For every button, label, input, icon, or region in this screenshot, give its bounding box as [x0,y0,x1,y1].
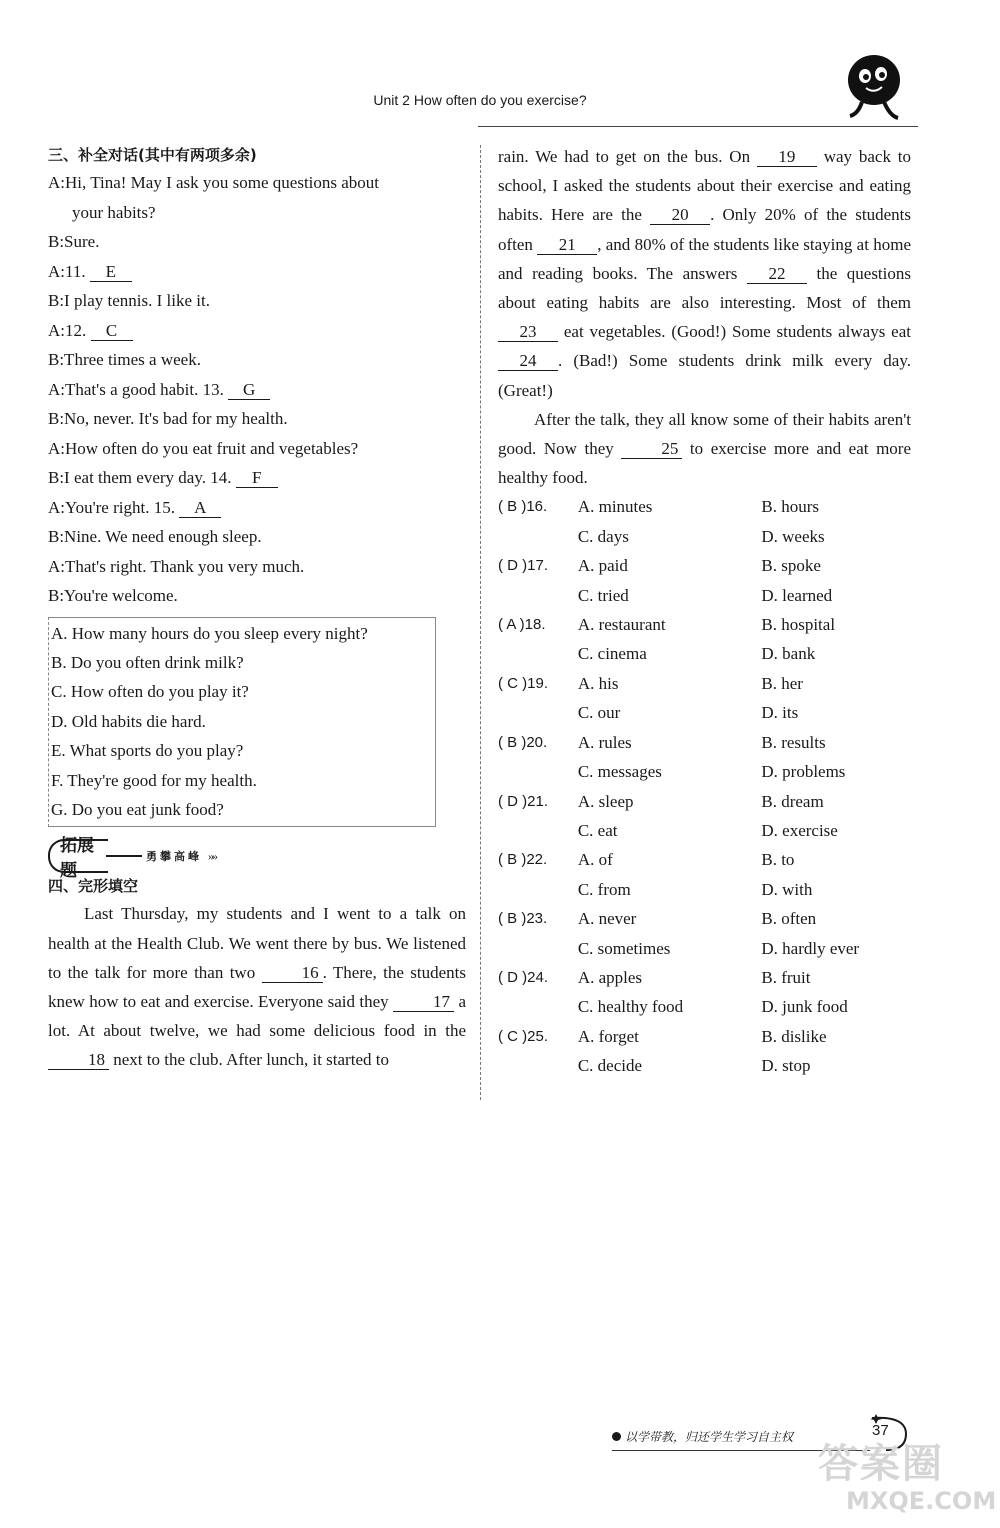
cloze-questions [498,492,911,1080]
passage-text: a lot. At about twelve, we had some delicious food in the [48,991,466,1041]
passage-text: . Only 20% of the students often [498,205,911,254]
dialogue-text: B:Nine. We need enough sleep. [48,527,262,546]
passage-text: After the talk, they all know some of their habits aren't good. Now they [498,409,911,459]
dialogue-line [48,316,466,346]
passage-right [498,142,911,492]
mascot-icon [840,44,910,126]
header-rule [478,126,918,127]
question-row-continued [498,757,911,786]
question-row-continued [498,698,911,727]
cloze-blank: 18 [48,1050,109,1070]
question-spacer [498,639,578,668]
dialogue-text: A:How often do you eat fruit and vegetables? [48,438,359,458]
question-row-continued [498,992,911,1021]
question-number-answer: ( B )16. [498,498,548,516]
passage-text: to exercise more and eat more healthy food. [498,439,911,488]
question-number-answer: ( D )17. [498,557,549,575]
question-spacer [498,1051,578,1080]
option-a: A. sleep [577,791,634,811]
option-d: D. junk food [761,997,848,1017]
dialogue-line [48,257,466,287]
answer-blank: F [236,468,278,488]
option-d: D. hardly ever [761,938,860,958]
passage-text: way back to school, I asked the students about their exercise and eating habits. Here are the [498,147,911,225]
option-c: C. sometimes [577,938,671,958]
option-item: B. Do you often drink milk? [51,652,244,672]
option-item: D. Old habits die hard. [51,711,206,731]
dialogue-line [48,227,466,257]
option-d: D. exercise [761,820,838,840]
footer-slogan-text: 以学带教，归还学生学习自主权 [625,1430,794,1444]
question-spacer [498,934,578,963]
option-a: A. his [577,673,619,693]
option-a: A. forget [577,1026,639,1046]
question-row-continued [498,875,911,904]
unit-title: Unit 2 How often do you exercise? [373,92,587,108]
option-b: B. spoke [761,556,821,576]
cloze-blank: 17 [393,992,454,1012]
question-spacer [498,522,578,551]
option-b: B. her [761,673,803,693]
option-a: A. of [577,850,613,870]
watermark [818,1442,996,1516]
extension-subtitle: 勇攀高峰 [146,850,202,864]
question-row [498,845,911,874]
question-spacer [498,992,578,1021]
option-b: B. hours [761,497,819,517]
option-a: A. restaurant [577,615,666,635]
question-row [498,610,911,639]
dialogue-line [48,198,466,228]
question-spacer [498,875,578,904]
option-item: G. Do you eat junk food? [51,799,224,819]
question-row [498,728,911,757]
option-item: E. What sports do you play? [51,741,244,761]
option-a: A. apples [577,967,643,987]
footer-slogan [612,1428,793,1445]
right-column [498,142,911,1081]
question-row-continued [498,639,911,668]
page-number: 37 [872,1422,889,1439]
question-row [498,669,911,698]
passage-text: . (Bad!) Some students drink milk every day. (Great!) [498,351,911,400]
passage-paragraph [48,899,466,1074]
cloze-blank: 21 [537,235,597,255]
passage-text: next to the club. After lunch, it started to [109,1050,389,1070]
options-box [48,617,436,828]
question-spacer [498,698,578,727]
cloze-section-title: 四、完形填空 [48,877,139,896]
option-c: C. eat [577,820,618,840]
passage-text: rain. We had to get on the bus. On [498,147,757,166]
answer-blank: A [179,498,221,518]
option-b: B. to [761,850,795,870]
cloze-blank: 25 [621,439,682,459]
dialogue-section-title: 三、补全对话(其中有两项多余) [48,146,257,164]
dialogue-text: A:That's a good habit. 13. [48,379,229,399]
cloze-blank: 19 [757,147,817,167]
option-c: C. tried [577,585,629,605]
dialogue-line [48,552,466,582]
option-d: D. bank [761,644,816,664]
question-row [498,963,911,992]
option-b: B. results [761,732,826,752]
cloze-blank: 23 [498,322,558,342]
option-a: A. rules [577,732,632,752]
option-c: C. messages [577,762,662,782]
passage-text: , and 80% of the students like staying at home and reading books. The answers [498,234,911,283]
question-row-continued [498,934,911,963]
option-c: C. healthy food [577,997,684,1017]
dialogue-line [48,375,466,405]
option-d: D. learned [761,585,833,605]
question-row-continued [498,581,911,610]
question-row [498,787,911,816]
question-row-continued [498,1051,911,1080]
question-row [498,551,911,580]
left-column [48,142,466,1075]
watermark-title: 答案圈 [818,1441,944,1487]
option-a: A. minutes [577,497,653,517]
dialogue-line [48,522,466,552]
question-row [498,1022,911,1051]
option-d: D. weeks [761,526,825,546]
dialogue-text: B:I play tennis. I like it. [48,291,210,310]
cloze-blank: 16 [262,963,323,983]
option-b: B. often [761,909,817,929]
dialogue-line [48,345,466,375]
answer-blank: C [91,321,133,341]
passage-text: eat vegetables. (Good!) Some students always eat [558,322,911,342]
question-row [498,904,911,933]
extension-badge-text: 拓展题 [60,836,94,882]
dialogue-line [48,493,466,523]
passage-paragraph [498,405,911,493]
option-c: C. decide [577,1056,643,1076]
cloze-blank: 22 [747,264,807,284]
option-item: F. They're good for my health. [51,770,257,790]
option-d: D. its [761,703,799,723]
dialogue-text: B:Three times a week. [48,350,201,369]
passage-text: the questions about eating habits are also interesting. Most of them [498,263,911,313]
question-number-answer: ( B )20. [498,733,548,751]
extension-dash [106,855,142,857]
option-item: C. How often do you play it? [51,682,249,702]
dialogue-text: your habits? [72,202,156,222]
option-b: B. fruit [761,967,811,987]
column-divider [480,145,481,1100]
dialogue-text: A:Hi, Tina! May I ask you some questions about [48,173,380,192]
question-number-answer: ( B )23. [498,910,548,928]
dialogue-line [48,434,466,464]
passage-text: . There, the students knew how to eat and exercise. Everyone said they [48,962,466,1011]
passage-paragraph [498,142,911,405]
option-d: D. problems [761,762,846,782]
dialogue-text: B:Sure. [48,232,100,251]
answer-blank: E [90,262,132,282]
option-c: C. our [577,703,621,723]
dialogue-line [48,168,466,198]
option-b: B. hospital [761,615,836,635]
question-spacer [498,757,578,786]
answer-blank: G [228,380,270,400]
question-number-answer: ( A )18. [498,616,546,634]
dialogue-text: B:You're welcome. [48,586,178,605]
dialogue-line [48,286,466,316]
cloze-blank: 24 [498,351,558,371]
passage-left [48,899,466,1074]
watermark-url: MXQE.COM [846,1487,997,1515]
cloze-blank: 20 [650,205,710,225]
dialogue-text: B:No, never. It's bad for my health. [48,409,288,428]
bullet-dot-icon [612,1432,621,1441]
option-b: B. dislike [761,1026,827,1046]
passage-text: Last Thursday, my students and I went to a talk on health at the Health Club. We went there by bus. We listened to the talk for more than two [48,904,466,982]
option-c: C. days [577,526,629,546]
question-row [498,492,911,521]
question-number-answer: ( D )24. [498,968,549,986]
option-d: D. with [761,879,813,899]
dialogue-text: B:I eat them every day. 14. [48,468,236,487]
question-spacer [498,581,578,610]
dialogue-text: A:11. [48,261,90,281]
question-spacer [498,816,578,845]
dialogue-text: A:12. [48,320,91,340]
question-number-answer: ( C )19. [498,674,549,692]
option-a: A. never [577,909,637,929]
extension-badge [48,836,108,882]
option-item: A. How many hours do you sleep every night? [51,623,368,643]
option-d: D. stop [761,1056,811,1076]
option-a: A. paid [577,556,628,576]
question-number-answer: ( D )21. [498,792,549,810]
dialogue-text: A:You're right. 15. [48,497,180,517]
option-c: C. from [577,879,631,899]
question-row-continued [498,522,911,551]
dialogue-lines [48,168,466,611]
option-b: B. dream [761,791,824,811]
question-row-continued [498,816,911,845]
dialogue-line [48,581,466,611]
double-arrow-icon: »» [208,848,216,863]
dialogue-text: A:That's right. Thank you very much. [48,556,305,576]
option-c: C. cinema [577,644,647,664]
question-number-answer: ( B )22. [498,851,548,869]
question-number-answer: ( C )25. [498,1027,549,1045]
extension-banner [48,836,466,882]
dialogue-line [48,463,466,493]
dialogue-line [48,404,466,434]
